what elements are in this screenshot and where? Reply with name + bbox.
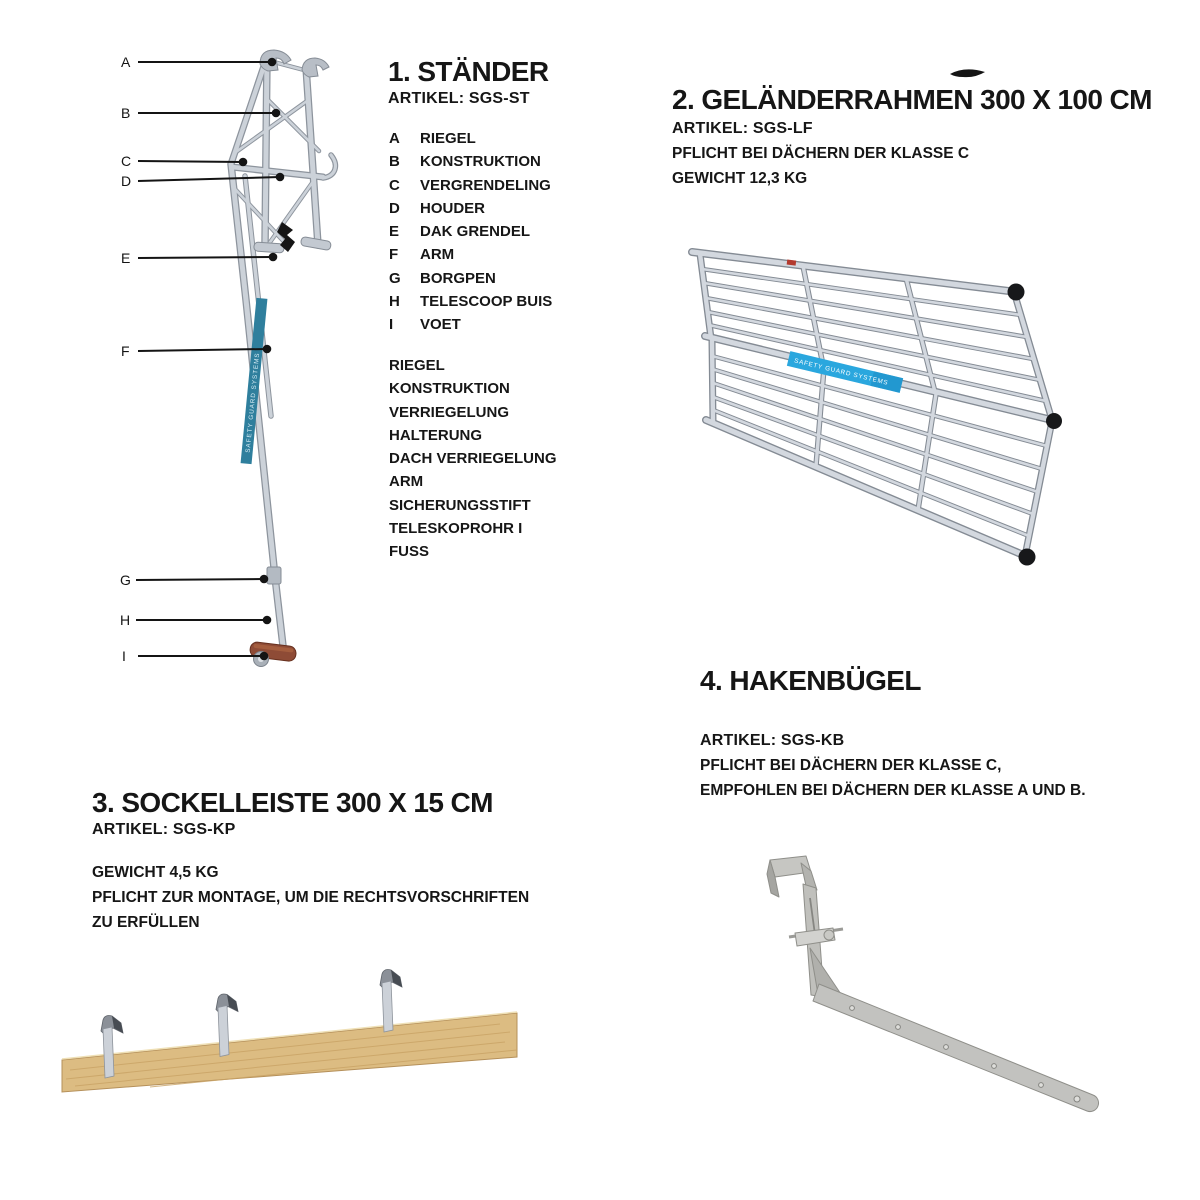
- translation-item: TELESKOPROHR I: [389, 520, 523, 538]
- parts-row: [389, 223, 552, 246]
- callout-letter-i: I: [122, 648, 126, 664]
- callout-letter-d: D: [121, 173, 132, 189]
- part-label: DAK GRENDEL: [420, 223, 531, 241]
- callout-letters: [120, 54, 131, 664]
- strap-arm: [813, 984, 1099, 1112]
- section4-artikel: ARTIKEL: SGS-KB: [700, 732, 845, 749]
- section2-title: 2. GELÄNDERRAHMEN 300 X 100 CM: [672, 84, 1152, 115]
- part-key: I: [389, 316, 394, 334]
- foot-roller: [249, 641, 296, 666]
- callout-letter-e: E: [121, 250, 131, 266]
- callout-letter-b: B: [121, 105, 131, 121]
- section1-parts-list: [389, 130, 552, 340]
- translation-item: SICHERUNGSSTIFT: [389, 496, 531, 514]
- section4-line1: PFLICHT BEI DÄCHERN DER KLASSE C,: [700, 757, 1002, 774]
- part-label: HOUDER: [420, 199, 486, 217]
- section3-line2: PFLICHT ZUR MONTAGE, UM DIE RECHTSVORSCHRIFTEN: [92, 889, 530, 906]
- section2-line1: PFLICHT BEI DÄCHERN DER KLASSE C: [672, 145, 970, 162]
- parts-row: [389, 246, 552, 269]
- stand-sticker-text: SAFETY GUARD SYSTEMS: [244, 352, 262, 454]
- part-key: F: [389, 246, 399, 264]
- callout-letter-h: H: [120, 612, 131, 628]
- part-label: KONSTRUKTION: [420, 153, 541, 171]
- translation-item: HALTERUNG: [389, 426, 483, 444]
- parts-row: [389, 153, 552, 176]
- part-key: B: [389, 153, 400, 171]
- section1-artikel: ARTIKEL: SGS-ST: [388, 90, 530, 107]
- callout-letter-c: C: [121, 153, 132, 169]
- section2-line2: GEWICHT 12,3 KG: [672, 170, 808, 187]
- gelaenderrahmen-illustration: [676, 238, 1076, 570]
- parts-row: [389, 200, 552, 223]
- rail-frame-outline: [692, 252, 1056, 557]
- section3-line3: ZU ERFÜLLEN: [92, 914, 200, 931]
- telescope-collar: [267, 567, 281, 584]
- staender-illustration: [108, 38, 362, 678]
- section1-translations: [389, 354, 557, 564]
- part-label: RIEGEL: [420, 130, 476, 147]
- parts-row: [389, 130, 552, 153]
- part-label: VOET: [420, 316, 461, 334]
- parts-row: [389, 293, 552, 316]
- section1-title: 1. STÄNDER: [388, 56, 549, 87]
- section3-artikel: ARTIKEL: SGS-KP: [92, 821, 236, 838]
- rail-sticker-text: SAFETY GUARD SYSTEMS: [793, 357, 890, 387]
- part-key: H: [389, 293, 400, 311]
- part-label: ARM: [420, 246, 455, 264]
- translation-item: ARM: [389, 473, 424, 491]
- callout-letter-g: G: [120, 572, 131, 588]
- translation-item: VERRIEGELUNG: [389, 403, 510, 421]
- wing-nut: [824, 930, 834, 940]
- section3-title: 3. SOCKELLEISTE 300 X 15 CM: [92, 787, 493, 818]
- parts-row: [389, 270, 552, 293]
- stand-frame-fill: [231, 56, 335, 646]
- part-key: D: [389, 199, 400, 217]
- part-key: A: [389, 130, 400, 147]
- part-key: G: [389, 269, 401, 287]
- part-label: VERGRENDELING: [420, 176, 551, 194]
- section3-line1: GEWICHT 4,5 KG: [92, 864, 219, 881]
- translation-item: DACH VERRIEGELUNG: [389, 450, 557, 468]
- section2-artikel: ARTIKEL: SGS-LF: [672, 120, 813, 137]
- callout-letter-a: A: [121, 54, 131, 70]
- part-label: TELESCOOP BUIS: [420, 293, 553, 311]
- part-label: BORGPEN: [420, 269, 496, 287]
- hakenbuegel-illustration: [755, 848, 1105, 1128]
- parts-row: [389, 316, 552, 339]
- section4-line2: EMPFOHLEN BEI DÄCHERN DER KLASSE A UND B.: [700, 782, 1086, 799]
- translation-item: KONSTRUKTION: [389, 380, 510, 398]
- callout-letter-f: F: [121, 343, 130, 359]
- section4-title: 4. HAKENBÜGEL: [700, 665, 921, 696]
- translation-item: RIEGEL: [389, 357, 445, 374]
- translation-item: FUSS: [389, 543, 430, 561]
- part-key: C: [389, 176, 400, 194]
- part-key: E: [389, 223, 400, 241]
- page-smudge-mark: [945, 64, 995, 84]
- sockelleiste-illustration: [55, 958, 547, 1108]
- parts-row: [389, 177, 552, 200]
